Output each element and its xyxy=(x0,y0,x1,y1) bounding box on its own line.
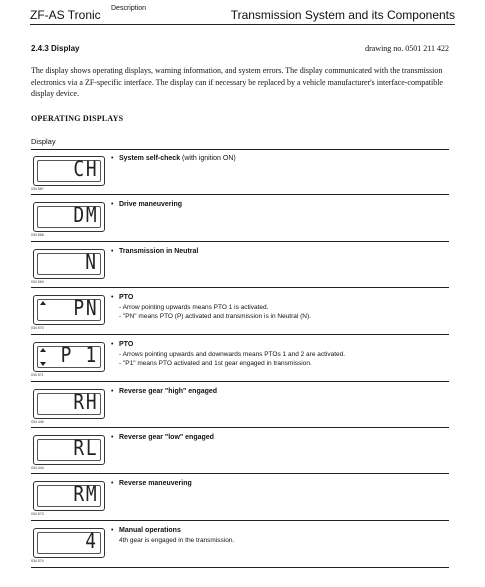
bullet: • xyxy=(111,527,114,534)
bullet: • xyxy=(111,201,114,208)
lcd-text: PN xyxy=(73,296,98,320)
figure-code: 034 571 xyxy=(31,373,44,377)
description-title: Reverse gear "high" engaged xyxy=(119,388,218,395)
bullet: • xyxy=(111,155,114,162)
lcd-text: 4 xyxy=(85,529,98,553)
section-title: 2.4.3 Display xyxy=(31,44,80,53)
description-title: PTO xyxy=(119,294,134,301)
figure-code: 034 570 xyxy=(31,326,44,330)
display-row-rh xyxy=(31,383,449,428)
header-chapter: Transmission System and its Components xyxy=(230,8,455,22)
row-rule xyxy=(31,427,449,428)
figure-code: 034 444 xyxy=(31,466,44,470)
description-line: 4th gear is engaged in the transmission. xyxy=(119,536,235,544)
display-row-dm xyxy=(31,196,449,242)
intro-paragraph: The display shows operating displays, warning information, and system errors. The display communicated with the transmission electronics via a ZF-specific interface. The display can if necessary be replaced by a vehicle manufacturer's interface-compatible display device. xyxy=(31,66,443,98)
display-row-ch xyxy=(31,150,449,195)
display-row-pn xyxy=(31,289,449,335)
description-title: System self-check xyxy=(119,155,181,162)
description-line: - "P1" means PTO activated and 1st gear engaged in transmission. xyxy=(119,359,312,367)
description-title: Manual operations xyxy=(119,527,181,534)
bullet: • xyxy=(111,388,114,395)
description-title: Drive maneuvering xyxy=(119,201,183,208)
bullet: • xyxy=(111,294,114,301)
column-header-display: Display xyxy=(31,137,56,146)
figure-code: 034 574 xyxy=(31,559,44,563)
row-rule xyxy=(31,241,449,242)
figure-code: 034 569 xyxy=(31,280,44,284)
lcd-text: DM xyxy=(73,203,98,227)
lcd-display xyxy=(33,249,105,279)
description-line: - "PN" means PTO (P) activated and transmission is in Neutral (N). xyxy=(119,312,311,320)
bullet: • xyxy=(111,480,114,487)
operating-displays-heading: OPERATING DISPLAYS xyxy=(31,114,124,123)
lcd-display xyxy=(33,202,105,232)
description-note: (with ignition ON) xyxy=(180,155,236,162)
bullet: • xyxy=(111,434,114,441)
lcd-text: N xyxy=(85,250,98,274)
figure-code: 034 446 xyxy=(31,420,44,424)
row-rule xyxy=(31,381,449,382)
figure-code: 034 568 xyxy=(31,233,44,237)
lcd-display xyxy=(33,435,105,465)
row-rule xyxy=(31,334,449,335)
column-header-description: Description xyxy=(111,5,147,12)
row-rule xyxy=(31,287,449,288)
lcd-display xyxy=(33,389,105,419)
row-rule xyxy=(31,473,449,474)
header-product: ZF-AS Tronic xyxy=(30,8,101,22)
display-row-p1 xyxy=(31,336,449,382)
bullet: • xyxy=(111,341,114,348)
description-title: PTO xyxy=(119,341,134,348)
lcd-display xyxy=(33,481,105,511)
lcd-text: CH xyxy=(73,157,98,181)
description-line: - Arrows pointing upwards and downwards means PTOs 1 and 2 are activated. xyxy=(119,350,346,358)
lcd-display xyxy=(33,156,105,186)
display-row-rl xyxy=(31,429,449,474)
lcd-text: RM xyxy=(73,482,98,506)
description-title: Reverse maneuvering xyxy=(119,480,192,487)
arrow-up-icon xyxy=(40,348,46,352)
lcd-display xyxy=(33,528,105,558)
bullet: • xyxy=(111,248,114,255)
row-rule xyxy=(31,567,449,568)
drawing-number: drawing no. 0501 211 422 xyxy=(365,44,449,53)
lcd-text: RL xyxy=(73,436,98,460)
lcd-display xyxy=(33,295,105,325)
lcd-display xyxy=(33,342,105,372)
row-rule xyxy=(31,194,449,195)
display-row-n xyxy=(31,243,449,288)
arrow-up-icon xyxy=(40,301,46,305)
arrow-down-icon xyxy=(40,362,46,366)
display-row-rm xyxy=(31,475,449,521)
description-title: Reverse gear "low" engaged xyxy=(119,434,214,441)
description-title: Transmission in Neutral xyxy=(119,248,199,255)
description-line: - Arrow pointing upwards means PTO 1 is activated. xyxy=(119,303,269,311)
row-rule xyxy=(31,520,449,521)
page-header xyxy=(30,6,455,25)
lcd-text: RH xyxy=(73,390,98,414)
lcd-text: P 1 xyxy=(60,343,98,367)
display-row-4 xyxy=(31,522,449,568)
figure-code: 034 567 xyxy=(31,187,44,191)
figure-code: 034 573 xyxy=(31,512,44,516)
